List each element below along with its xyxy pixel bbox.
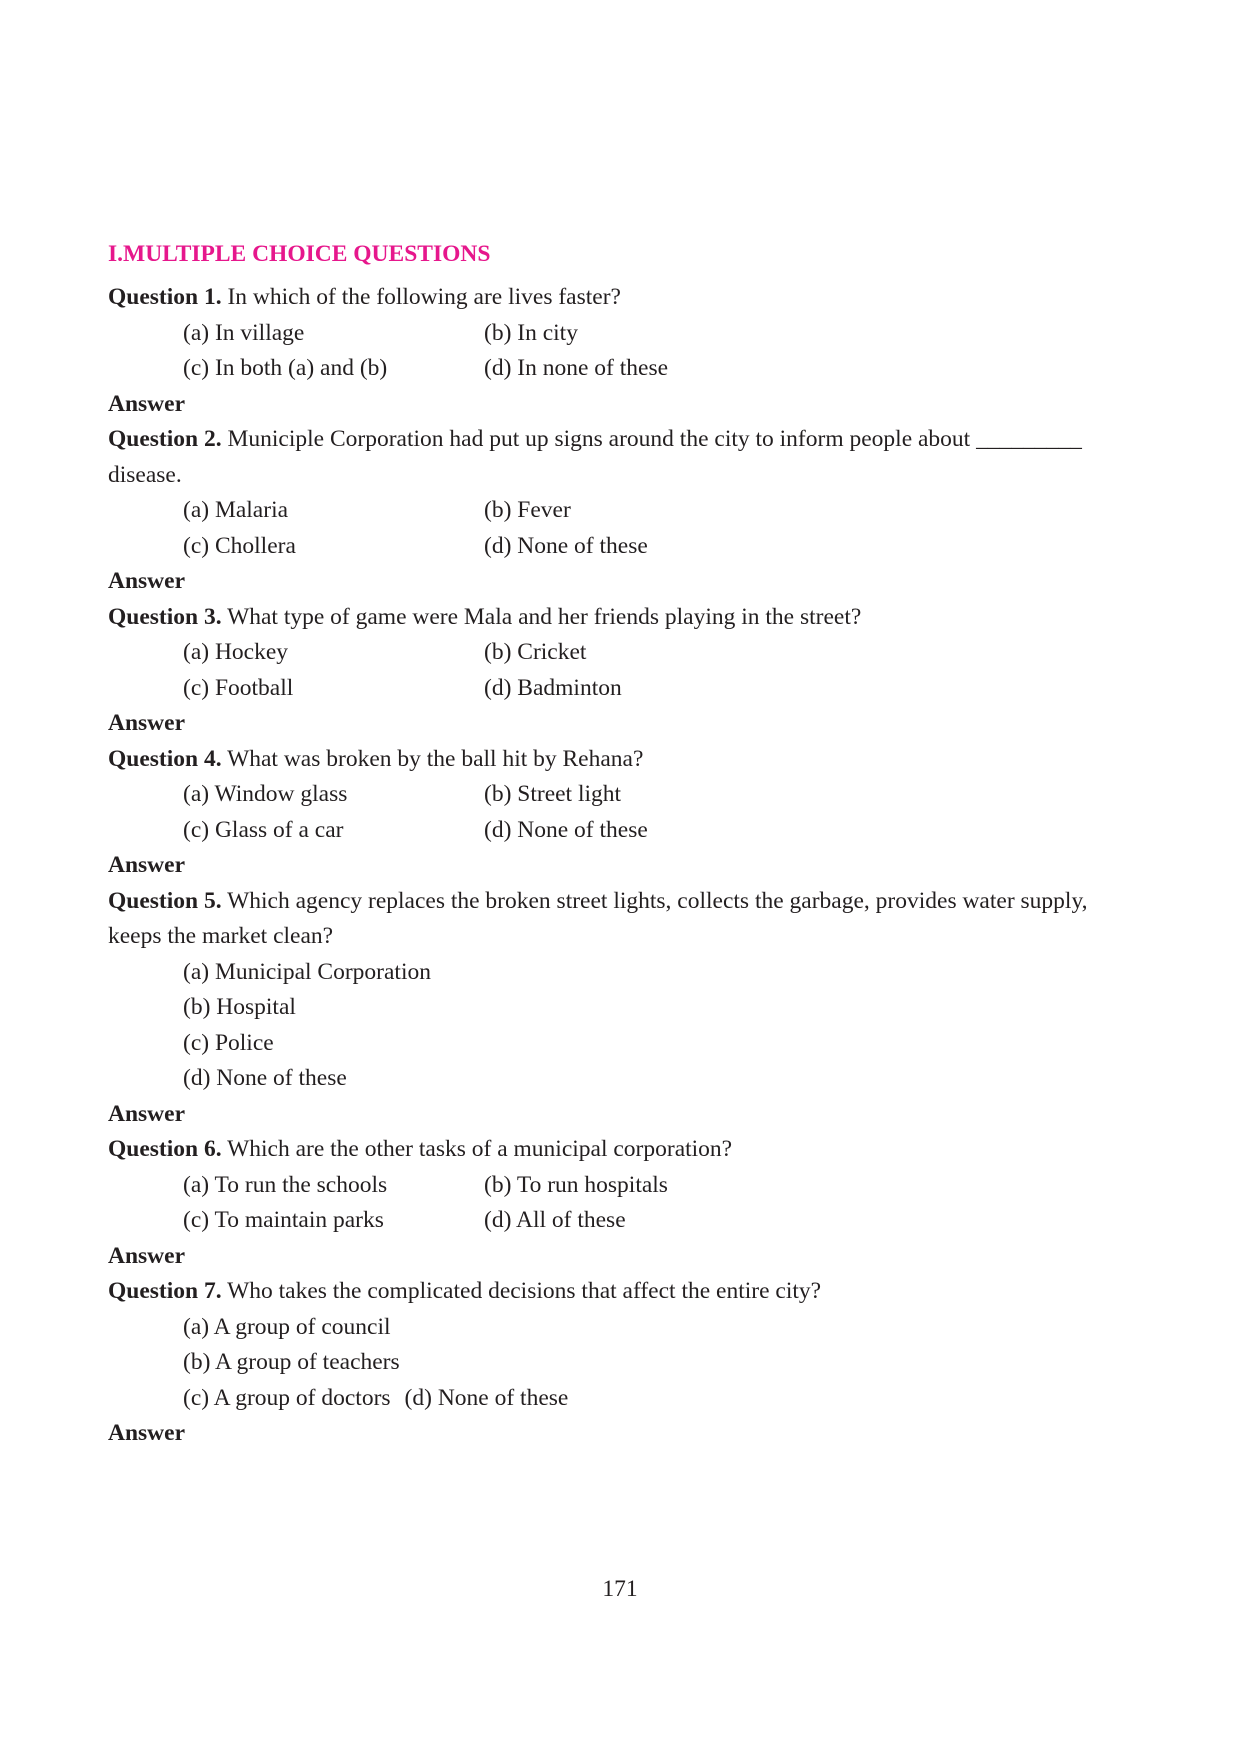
options <box>183 493 1108 564</box>
option-d: (d) In none of these <box>484 355 669 381</box>
question-3 <box>108 600 1108 742</box>
section-title: I.MULTIPLE CHOICE QUESTIONS <box>108 241 491 267</box>
question-label: Question 2. <box>108 426 222 452</box>
options <box>183 777 1108 848</box>
option-a: (a) A group of council <box>183 1313 391 1340</box>
option-c: (c) Police <box>183 1029 274 1056</box>
options <box>183 1168 1108 1239</box>
question-label: Question 1. <box>108 284 222 310</box>
options <box>183 1310 1108 1417</box>
option-c: (c) In both (a) and (b) <box>183 355 388 381</box>
options <box>183 955 1108 1097</box>
option-b: (b) Hospital <box>183 994 296 1020</box>
option-d: (d) None of these <box>183 1065 347 1091</box>
question-text: Who takes the complicated decisions that affect the entire city? <box>227 1278 822 1304</box>
question-4 <box>108 742 1108 884</box>
option-d: (d) All of these <box>484 1207 626 1233</box>
answer-label: Answer <box>108 1420 186 1446</box>
question-text: Which are the other tasks of a municipal corporation? <box>227 1136 733 1162</box>
option-b: (b) In city <box>484 319 578 346</box>
option-a: (a) In village <box>183 319 305 346</box>
answer-label: Answer <box>108 710 186 736</box>
option-c: (c) Football <box>183 674 294 701</box>
option-d: (d) None of these <box>404 1384 569 1411</box>
option-b: (b) To run hospitals <box>484 1171 668 1198</box>
option-a: (a) To run the schools <box>183 1171 388 1198</box>
answer-label: Answer <box>108 1100 186 1127</box>
option-a: (a) Hockey <box>183 639 289 665</box>
question-label: Question 7. <box>108 1278 222 1304</box>
option-c: (c) To maintain parks <box>183 1207 384 1233</box>
option-a: (a) Malaria <box>183 497 289 523</box>
question-text: In which of the following are lives faster? <box>227 284 621 310</box>
question-text: Which agency replaces the broken street lights, collects the garbage, provides water supply, keeps the market clean? <box>108 887 1088 949</box>
question-label: Question 4. <box>108 745 222 772</box>
question-text: Municiple Corporation had put up signs around the city to inform people about _________ disease. <box>108 426 1082 488</box>
option-a: (a) Window glass <box>183 781 348 807</box>
answer-label: Answer <box>108 568 186 594</box>
question-7 <box>108 1274 1108 1452</box>
option-d: (d) None of these <box>484 532 648 559</box>
option-d: (d) None of these <box>484 816 648 843</box>
question-label: Question 3. <box>108 603 222 630</box>
option-a: (a) Municipal Corporation <box>183 958 431 985</box>
option-b: (b) Street light <box>484 781 622 807</box>
answer-label: Answer <box>108 852 186 878</box>
options <box>183 316 1108 387</box>
question-label: Question 6. <box>108 1136 222 1162</box>
question-label: Question 5. <box>108 887 222 914</box>
option-c: (c) A group of doctors <box>183 1384 391 1411</box>
question-5 <box>108 884 1108 1133</box>
question-6 <box>108 1132 1108 1274</box>
option-d: (d) Badminton <box>484 674 622 701</box>
options <box>183 635 1108 706</box>
question-text: What was broken by the ball hit by Rehana? <box>227 745 644 772</box>
option-b: (b) A group of teachers <box>183 1349 400 1375</box>
question-1 <box>108 280 1108 422</box>
option-b: (b) Fever <box>484 497 571 523</box>
page-number: 171 <box>602 1576 638 1602</box>
question-text: What type of game were Mala and her friends playing in the street? <box>227 603 862 630</box>
answer-label: Answer <box>108 1242 186 1269</box>
content <box>108 236 1108 1452</box>
option-c: (c) Glass of a car <box>183 816 344 843</box>
question-2 <box>108 422 1108 600</box>
option-b: (b) Cricket <box>484 639 587 665</box>
option-c: (c) Chollera <box>183 532 296 559</box>
answer-label: Answer <box>108 390 186 417</box>
